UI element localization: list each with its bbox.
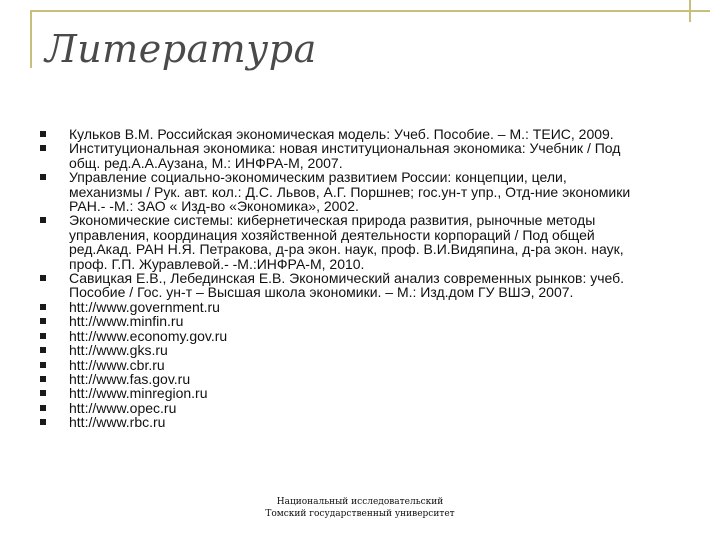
reference-link[interactable]: htt://www.minfin.ru	[69, 313, 184, 330]
frame-horizontal-line	[30, 10, 710, 12]
square-bullet-icon	[40, 174, 46, 180]
reference-link[interactable]: htt://www.gks.ru	[69, 342, 168, 359]
reference-text: Институциональная экономика: новая институциональная экономика: Учебник / Под общ. ред.А.А.Аузана, М.: ИНФРА-М, 2007.	[69, 140, 621, 171]
reference-link[interactable]: htt://www.minregion.ru	[69, 385, 208, 402]
reference-item	[40, 127, 670, 141]
reference-text: Управление социально-экономическим развитием России: концепции, цели, механизмы / Рук. авт. кол.: Д.С. Львов, А.Г. Поршнев; гос.ун-т упр., Отд-ние экономики РАН.- -М.: ЗАО « Изд-во «Экономика», 2002.	[69, 169, 631, 215]
reference-item	[40, 329, 670, 343]
square-bullet-icon	[40, 318, 46, 324]
slide-title: Литература	[45, 27, 317, 71]
reference-link[interactable]: htt://www.opec.ru	[69, 399, 177, 416]
reference-item	[40, 170, 670, 213]
reference-item	[40, 415, 670, 429]
square-bullet-icon	[40, 362, 46, 368]
reference-link[interactable]: htt://www.government.ru	[69, 298, 220, 315]
frame-corner-mark	[689, 0, 691, 22]
reference-item	[40, 141, 670, 170]
square-bullet-icon	[40, 145, 46, 151]
reference-list	[40, 127, 670, 430]
reference-link[interactable]: htt://www.rbc.ru	[69, 414, 166, 431]
square-bullet-icon	[40, 131, 46, 137]
square-bullet-icon	[40, 376, 46, 382]
square-bullet-icon	[40, 217, 46, 223]
reference-text: Экономические системы: кибернетическая природа развития, рыночные методы управления, координация хозяйственной деятельности корпораций / Под общей ред.Акад. РАН Н.Я. Петракова, д-ра экон. наук, проф. В.И.Видяпина, д-ра экон. наук, проф. Г.П. Журавлевой.- -М.:ИНФРА-М, 2010.	[69, 212, 624, 272]
square-bullet-icon	[40, 419, 46, 425]
square-bullet-icon	[40, 333, 46, 339]
footer-institution	[0, 496, 720, 520]
square-bullet-icon	[40, 390, 46, 396]
reference-item	[40, 401, 670, 415]
square-bullet-icon	[40, 405, 46, 411]
reference-link[interactable]: htt://www.cbr.ru	[69, 356, 165, 373]
reference-item	[40, 386, 670, 400]
footer-line: Национальный исследовательский	[276, 497, 444, 507]
reference-item	[40, 343, 670, 357]
square-bullet-icon	[40, 304, 46, 310]
reference-item	[40, 271, 670, 300]
footer-line: Томский государственный университет	[265, 509, 455, 519]
square-bullet-icon	[40, 347, 46, 353]
frame-vertical-line	[30, 10, 32, 68]
reference-item	[40, 314, 670, 328]
reference-item	[40, 213, 670, 271]
reference-item	[40, 300, 670, 314]
square-bullet-icon	[40, 275, 46, 281]
reference-link[interactable]: htt://www.fas.gov.ru	[69, 370, 191, 387]
reference-text: Кульков В.М. Российская экономическая модель: Учеб. Пособие. – М.: ТЕИС, 2009.	[69, 126, 614, 142]
reference-text: Савицкая Е.В., Лебединская Е.В. Экономический анализ современных рынков: учеб. Пособие / Гос. ун-т – Высшая школа экономики. – М.: Изд.дом ГУ ВШЭ, 2007.	[69, 270, 625, 301]
reference-item	[40, 372, 670, 386]
reference-item	[40, 358, 670, 372]
reference-link[interactable]: htt://www.economy.gov.ru	[69, 327, 228, 344]
